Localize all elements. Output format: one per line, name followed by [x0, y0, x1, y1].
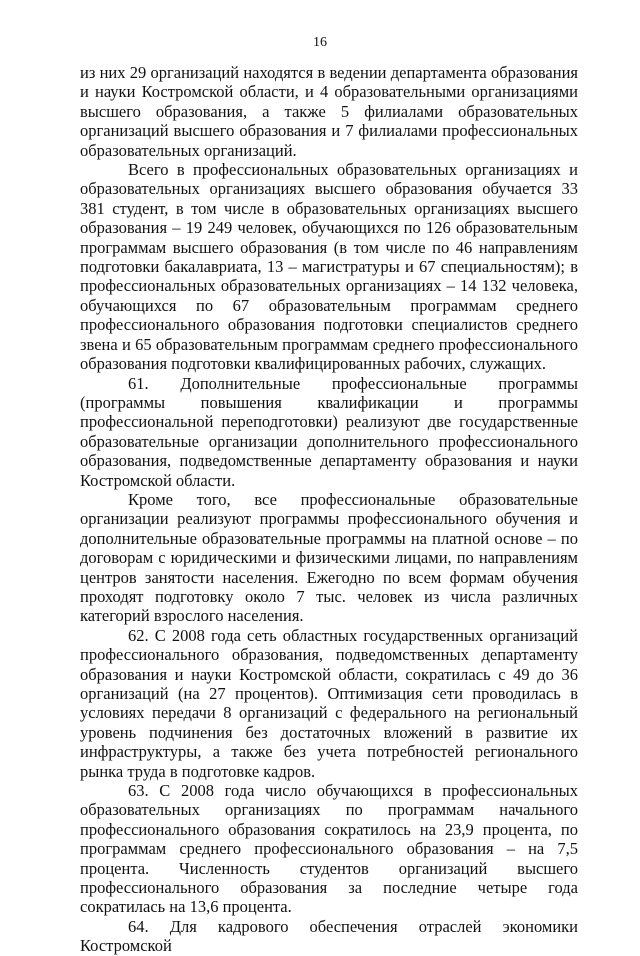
paragraph-paid-programs: Кроме того, все профессиональные образовательные организации реализуют программы профессионального обучения и дополнительные образовательные программы на платной основе – по договорам с юридическими и физическими лицами, по направлениям центров занятости населения. Ежегодно по всем формам обучения проходят подготовку около 7 тыс. человек из числа различных категорий взрослого населения. — [80, 489, 578, 626]
document-body — [80, 63, 578, 956]
paragraph-continuation: из них 29 организаций находятся в ведении департамента образования и науки Костромской области, и 4 образовательными организациями высшего образования, а также 5 филиалами образовательных организаций высшего образования и 7 филиалами профессиональных образовательных организаций. — [80, 63, 578, 160]
paragraph-62: 62. С 2008 года сеть областных государственных организаций профессионального образования, подведомственных департаменту образования и науки Костромской области, сократилась с 49 до 36 организаций (на 27 процентов). Оптимизация сети проводилась в условиях передачи 8 организаций с федерального на региональный уровень подчинения без достаточных вложений в развитие их инфраструктуры, а также без учета потребностей регионального рынка труда в подготовке кадров. — [80, 625, 578, 781]
paragraph-64: 64. Для кадрового обеспечения отраслей экономики Костромской — [80, 916, 578, 956]
paragraph-63: 63. С 2008 года число обучающихся в профессиональных образовательных организациях по программам начального профессионального образования сократилось на 23,9 процента, по программам среднего профессионального образования – на 7,5 процента. Численность студентов организаций высшего профессионального образования за последние четыре года сократилась на 13,6 процента. — [80, 781, 578, 917]
paragraph-61: 61. Дополнительные профессиональные программы (программы повышения квалификации и программы профессиональной переподготовки) реализуют две государственные образовательные организации дополнительного профессионального образования, подведомственные департаменту образования и науки Костромской области. — [80, 373, 578, 490]
page-number: 16 — [313, 35, 327, 50]
paragraph-student-totals: Всего в профессиональных образовательных организациях и образовательных организациях высшего образования обучается 33 381 студент, в том числе в образовательных организациях высшего образования – 19 249 человек, обучающихся по 126 образовательным программам высшего образования (в том числе по 46 направлениям подготовки бакалавриата, 13 – магистратуры и 67 специальностям); в профессиональных образовательных организациях – 14 132 человека, обучающихся по 67 образовательным программам среднего профессионального образования подготовки специалистов среднего звена и 65 образовательным программам среднего профессионального образования подготовки квалифицированных рабочих, служащих. — [80, 160, 578, 374]
